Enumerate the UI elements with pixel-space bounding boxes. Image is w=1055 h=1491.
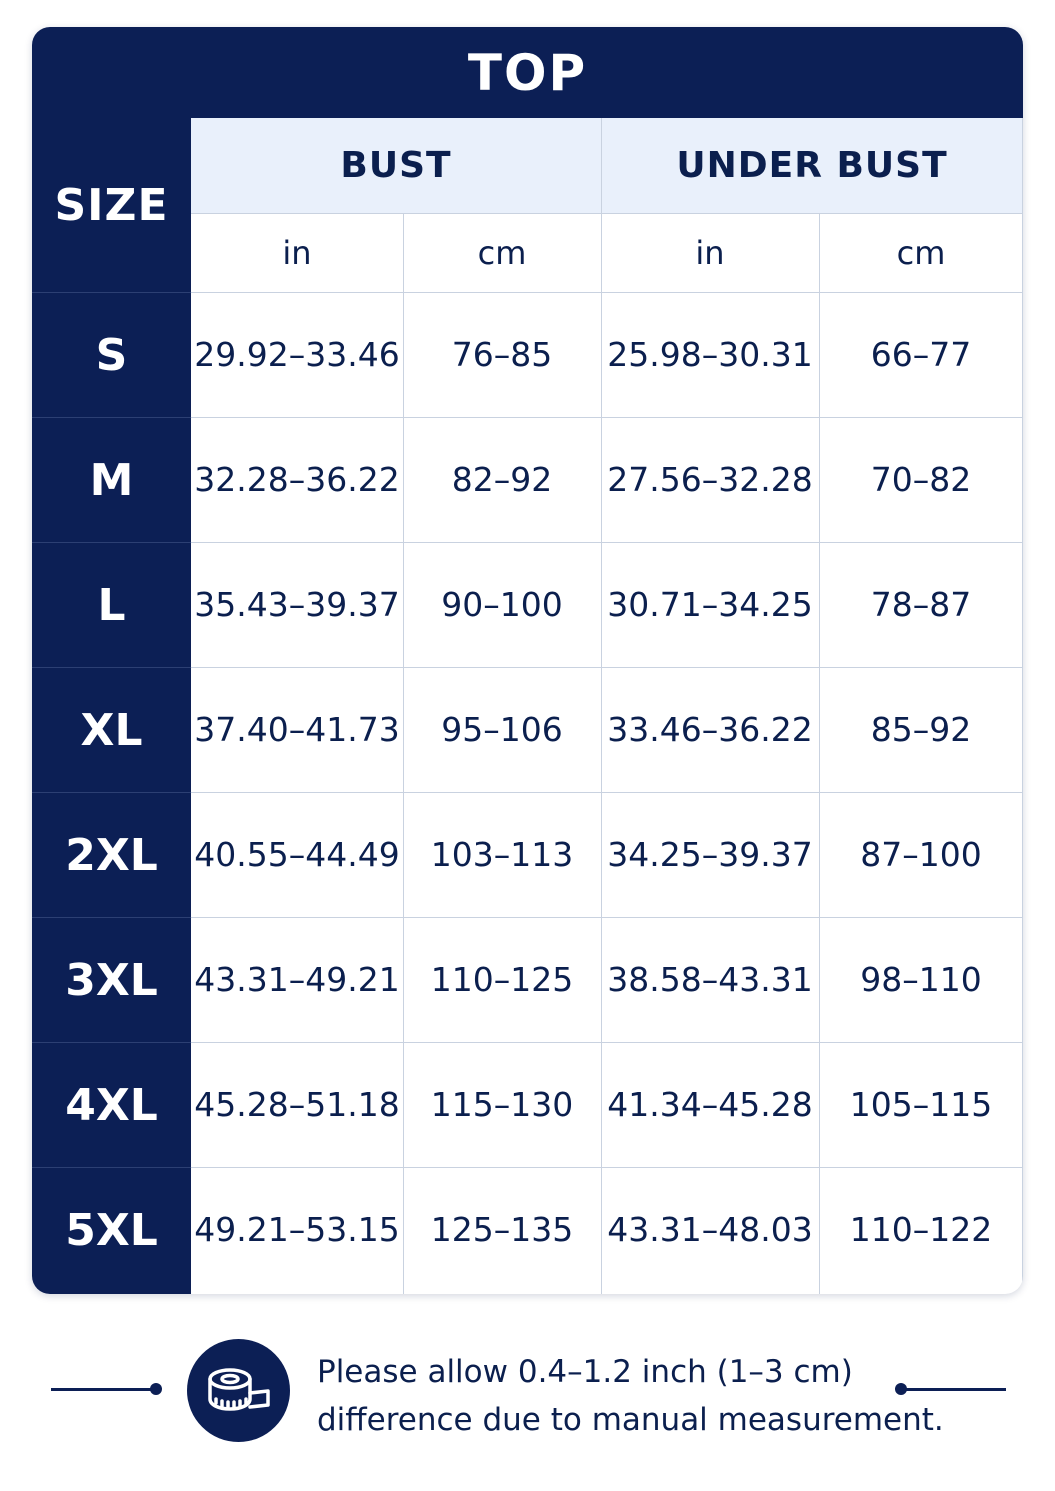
table-cell: 85–92 [870,710,972,749]
table-cell: 32.28–36.22 [194,460,400,499]
unit-header-bust-cm: cm [403,214,601,292]
table-cell: 45.28–51.18 [194,1085,400,1124]
table-cell: 95–106 [441,710,563,749]
grid-line [191,792,1023,793]
table-cell: 78–87 [870,585,972,624]
grid-line [1022,118,1023,1294]
table-cell: 110–122 [849,1210,993,1249]
bust-header: BUST [191,118,601,214]
table-cell: 90–100 [441,585,563,624]
table-cell: 40.55–44.49 [194,835,400,874]
size-label: 4XL [32,1042,191,1167]
grid-line [191,1042,1023,1043]
table-cell: 87–100 [860,835,982,874]
unit-header-bust-in: in [191,214,403,292]
table-cell: 30.71–34.25 [607,585,813,624]
table-cell: 70–82 [870,460,972,499]
grid-line [191,667,1023,668]
table-cell: 98–110 [860,960,982,999]
grid-line [601,118,602,1294]
table-cell: 29.92–33.46 [194,335,400,374]
divider-dot-right [895,1383,907,1395]
chart-title: TOP [32,27,1023,118]
grid-line [191,417,1023,418]
note-line-2: difference due to manual measurement. [317,1402,944,1438]
unit-header-under-in: in [601,214,819,292]
size-label: M [32,417,191,542]
table-cell: 43.31–49.21 [194,960,400,999]
table-cell: 76–85 [451,335,553,374]
size-label: 2XL [32,792,191,917]
table-cell: 34.25–39.37 [607,835,813,874]
size-header: SIZE [54,179,169,231]
size-label: 3XL [32,917,191,1042]
grid-line [191,542,1023,543]
table-cell: 82–92 [451,460,553,499]
table-cell: 43.31–48.03 [607,1210,813,1249]
under-bust-header: UNDER BUST [601,118,1023,214]
table-cell: 38.58–43.31 [607,960,813,999]
size-chart-card [32,27,1023,1294]
size-label: S [32,292,191,417]
measuring-tape-icon [187,1339,290,1442]
table-cell: 41.34–45.28 [607,1085,813,1124]
note-line-1: Please allow 0.4–1.2 inch (1–3 cm) [317,1354,853,1390]
grid-line [191,917,1023,918]
table-cell: 125–135 [430,1210,574,1249]
divider-right [903,1388,1006,1391]
measuring-tape-icon-graphic [204,1361,274,1421]
table-cell: 66–77 [870,335,972,374]
table-cell: 37.40–41.73 [194,710,400,749]
table-cell: 27.56–32.28 [607,460,813,499]
grid-line [819,214,820,1294]
size-column [32,118,191,1294]
divider-dot-left [150,1383,162,1395]
table-cell: 33.46–36.22 [607,710,813,749]
table-cell: 35.43–39.37 [194,585,400,624]
table-cell: 25.98–30.31 [607,335,813,374]
size-label: XL [32,667,191,792]
table-cell: 103–113 [430,835,574,874]
size-label: 5XL [32,1167,191,1292]
table-cell: 115–130 [430,1085,574,1124]
note-text [317,1348,944,1444]
measurement-note [0,1336,1055,1446]
size-label: L [32,542,191,667]
grid-line [403,214,404,1294]
divider-left [51,1388,155,1391]
table-cell: 110–125 [430,960,574,999]
table-cell: 105–115 [849,1085,993,1124]
grid-line [191,292,1023,293]
table-cell: 49.21–53.15 [194,1210,400,1249]
grid-line [191,1167,1023,1168]
unit-header-under-cm: cm [819,214,1023,292]
